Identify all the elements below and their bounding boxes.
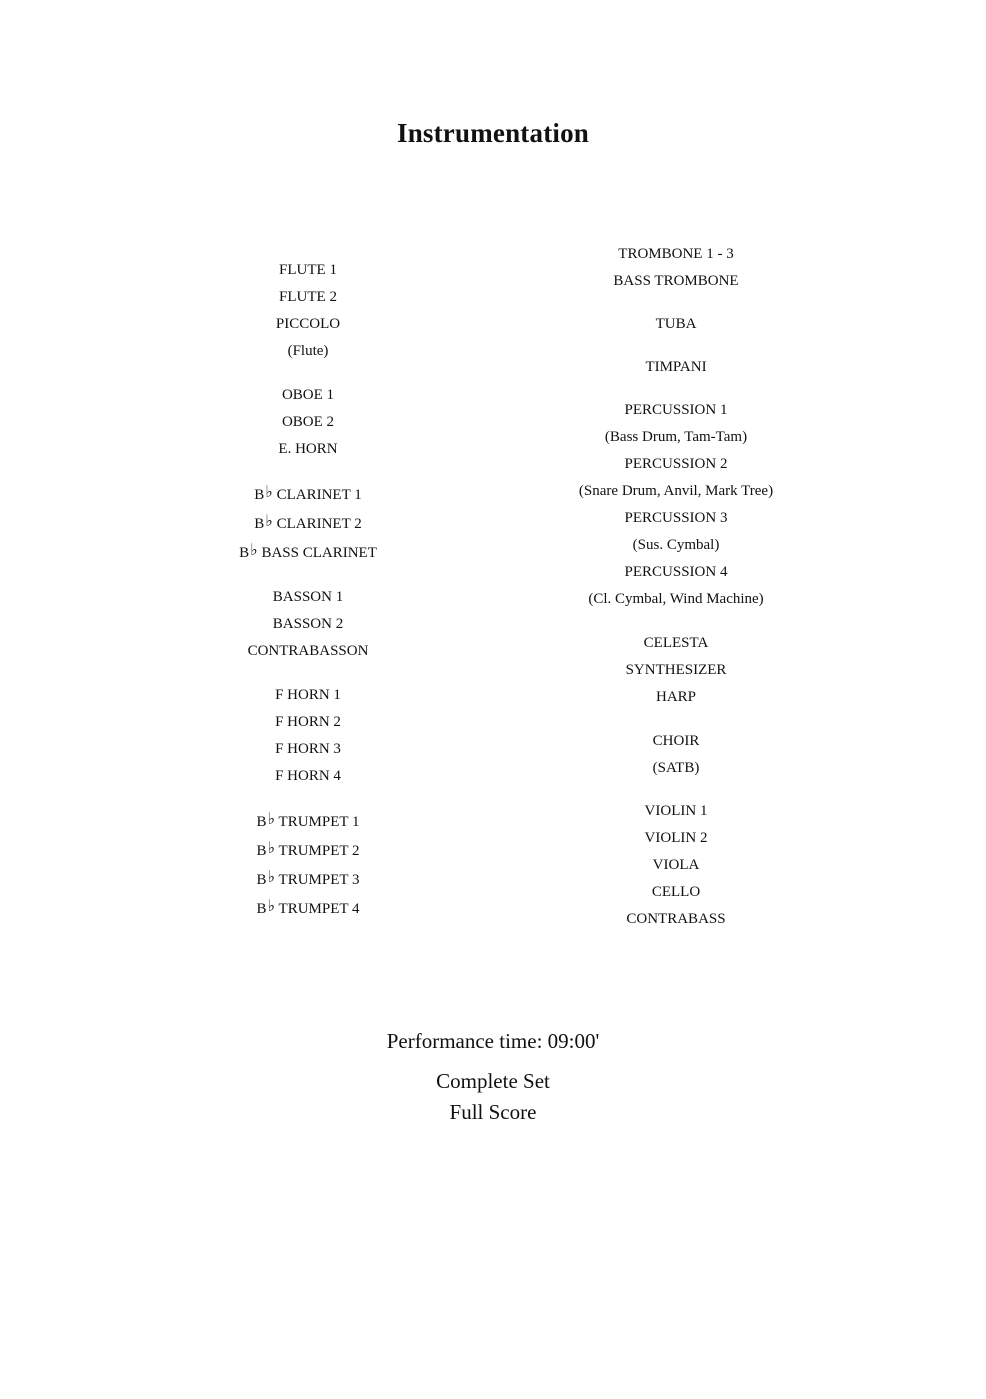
trombone-group bbox=[536, 241, 816, 295]
instrument-item: CELESTA bbox=[643, 635, 709, 651]
flat-sign: ♭ bbox=[267, 898, 276, 915]
key-letter: B bbox=[254, 487, 265, 503]
instrument-note: (Bass Drum, Tam-Tam) bbox=[604, 429, 748, 445]
instrument-item: OBOE 1 bbox=[281, 387, 335, 403]
percussion-group bbox=[536, 397, 816, 613]
instrument-note: (Cl. Cymbal, Wind Machine) bbox=[588, 591, 764, 607]
instrument-note: (SATB) bbox=[652, 760, 700, 776]
instrument-item: VIOLA bbox=[652, 857, 700, 873]
instrument-item: CONTRABASSON bbox=[247, 643, 369, 659]
instrument-item: BASS TROMBONE bbox=[613, 273, 739, 289]
instrument-list-right bbox=[536, 241, 816, 933]
instrument-note: (Sus. Cymbal) bbox=[632, 537, 720, 553]
flute-group bbox=[168, 257, 448, 365]
instrument-item bbox=[168, 807, 448, 836]
clarinet-group bbox=[168, 480, 448, 567]
instrument-item: CHOIR bbox=[652, 733, 700, 749]
trumpet-group bbox=[168, 807, 448, 923]
instrument-item: SYNTHESIZER bbox=[625, 662, 727, 678]
instrument-name: CLARINET 1 bbox=[276, 487, 362, 503]
key-letter: B bbox=[254, 516, 265, 532]
horn-group bbox=[168, 682, 448, 790]
instrument-item bbox=[168, 894, 448, 923]
instrument-name: BASS CLARINET bbox=[261, 545, 377, 561]
tuba-group bbox=[536, 311, 816, 338]
instrument-item: E. HORN bbox=[278, 441, 338, 457]
instrument-item: TUBA bbox=[655, 316, 697, 332]
instrument-item: CONTRABASS bbox=[626, 911, 726, 927]
choir-group bbox=[536, 728, 816, 782]
oboe-group bbox=[168, 382, 448, 463]
page-title: Instrumentation bbox=[396, 118, 589, 148]
instrument-item: PERCUSSION 2 bbox=[624, 456, 728, 472]
key-letter: B bbox=[239, 545, 250, 561]
instrument-item: F HORN 1 bbox=[275, 687, 341, 703]
instrument-note: (Flute) bbox=[287, 343, 329, 359]
instrument-item bbox=[168, 509, 448, 538]
bassoon-group bbox=[168, 584, 448, 665]
instrument-item bbox=[168, 865, 448, 894]
instrument-name: TRUMPET 3 bbox=[278, 872, 360, 888]
instrument-note: (Snare Drum, Anvil, Mark Tree) bbox=[578, 483, 774, 499]
instrument-item: OBOE 2 bbox=[281, 414, 335, 430]
instrument-item: TIMPANI bbox=[645, 359, 707, 375]
instrument-item: PERCUSSION 1 bbox=[624, 402, 728, 418]
instrument-item bbox=[168, 480, 448, 509]
instrument-name: CLARINET 2 bbox=[276, 516, 362, 532]
key-letter: B bbox=[256, 872, 267, 888]
instrument-name: TRUMPET 2 bbox=[278, 843, 360, 859]
instrument-item bbox=[168, 836, 448, 865]
key-letter: B bbox=[256, 843, 267, 859]
key-letter: B bbox=[256, 814, 267, 830]
instrument-item: F HORN 4 bbox=[275, 768, 341, 784]
instrument-item: CELLO bbox=[651, 884, 701, 900]
instrument-item: F HORN 2 bbox=[275, 714, 341, 730]
flat-sign: ♭ bbox=[267, 840, 276, 857]
instrument-item: F HORN 3 bbox=[275, 741, 341, 757]
flat-sign: ♭ bbox=[267, 869, 276, 886]
timpani-group bbox=[536, 354, 816, 381]
flat-sign: ♭ bbox=[265, 484, 273, 501]
instrument-item: PERCUSSION 4 bbox=[624, 564, 728, 580]
instrument-item: FLUTE 1 bbox=[279, 262, 337, 278]
instrument-item: BASSON 2 bbox=[272, 616, 344, 632]
instrument-item: PICCOLO bbox=[275, 316, 341, 332]
keyboard-group bbox=[536, 630, 816, 711]
instrument-item: HARP bbox=[655, 689, 696, 705]
performance-time: Performance time: 09:00' bbox=[386, 1029, 600, 1053]
key-letter: B bbox=[256, 901, 267, 917]
instrument-name: TRUMPET 4 bbox=[278, 901, 360, 917]
instrument-item bbox=[168, 538, 448, 567]
instrument-name: TRUMPET 1 bbox=[278, 814, 360, 830]
flat-sign: ♭ bbox=[265, 513, 273, 530]
flat-sign: ♭ bbox=[267, 811, 276, 828]
instrument-list-left bbox=[168, 257, 448, 923]
instrument-item: TROMBONE 1 - 3 bbox=[618, 246, 734, 262]
flat-sign: ♭ bbox=[250, 542, 258, 559]
instrument-item: BASSON 1 bbox=[272, 589, 344, 605]
score-label: Full Score bbox=[449, 1100, 537, 1124]
instrument-item: VIOLIN 2 bbox=[644, 830, 708, 846]
set-label: Complete Set bbox=[436, 1069, 550, 1093]
strings-group bbox=[536, 798, 816, 933]
instrument-item: PERCUSSION 3 bbox=[624, 510, 728, 526]
instrument-item: FLUTE 2 bbox=[279, 289, 337, 305]
instrument-item: VIOLIN 1 bbox=[644, 803, 708, 819]
